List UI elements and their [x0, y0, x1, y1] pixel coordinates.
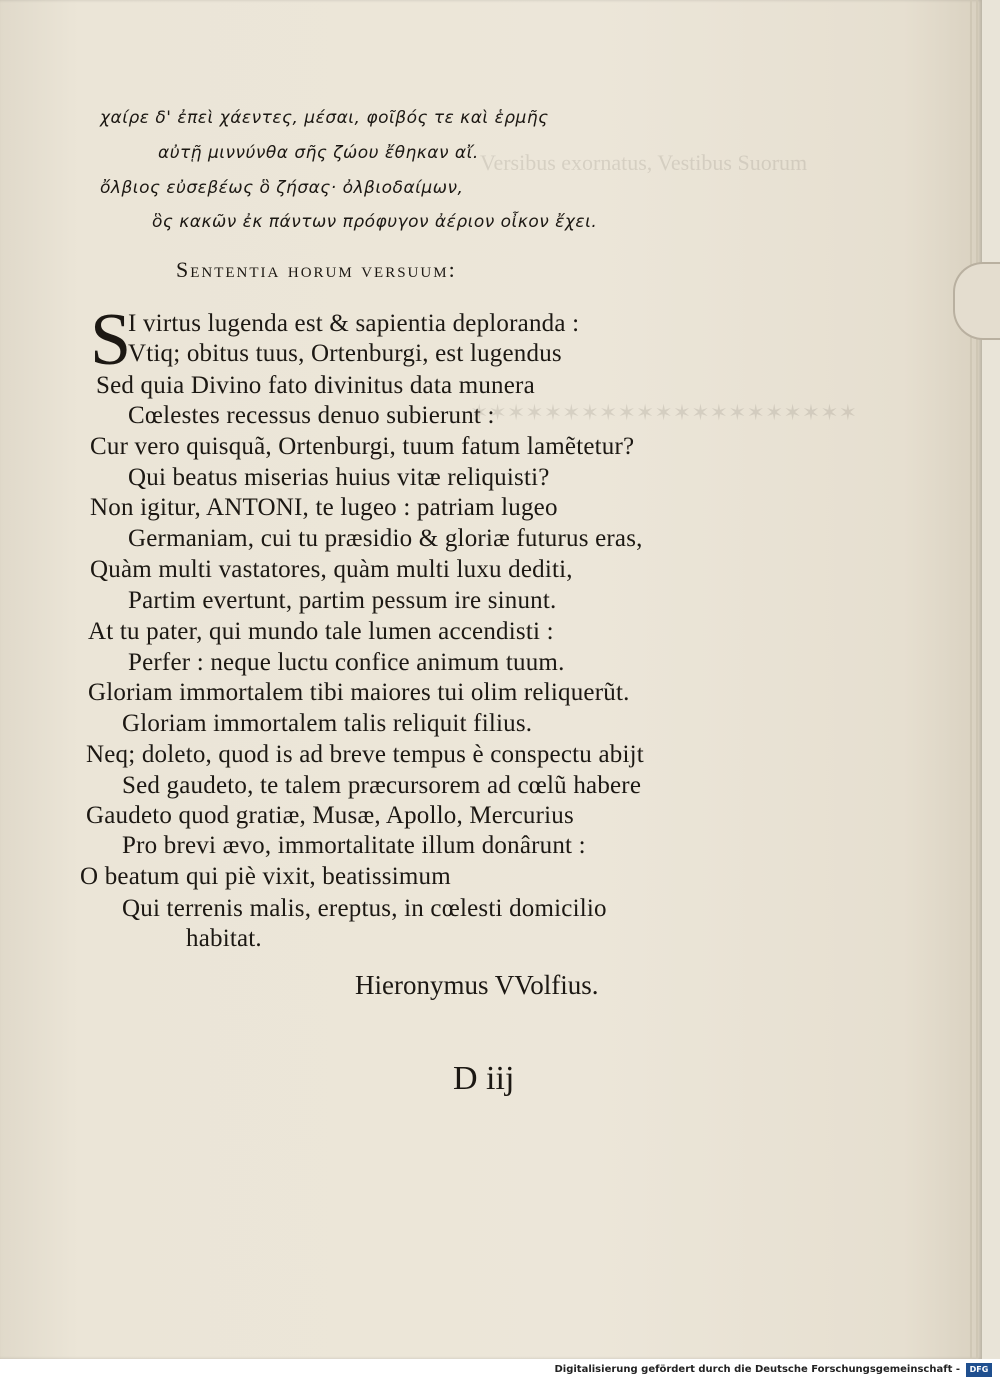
verse-line: Neq; doleto, quod is ad breve tempus è conspectu abijt — [86, 741, 644, 768]
verse-line: I virtus lugenda est & sapientia deploranda : — [128, 310, 580, 337]
verse-line: Sed gaudeto, te talem præcursorem ad cœlũ habere — [122, 772, 642, 799]
greek-line: χαίρε δ' ἐπεὶ χάεντες, μέσαι, φοῖβός τε καὶ ἑρμῆς — [100, 108, 549, 128]
verse-line: Germaniam, cui tu præsidio & gloriæ futurus eras, — [128, 525, 643, 552]
footer-bar — [0, 1359, 1000, 1384]
author-signature: Hieronymus VVolfius. — [355, 970, 599, 1000]
dfg-logo-icon: DFG — [966, 1363, 992, 1377]
verse-line: Quàm multi vastatores, quàm multi luxu dediti, — [90, 556, 573, 583]
show-through-text: Versibus exornatus, Vestibus Suorum — [480, 150, 808, 175]
footer-credit: Digitalisierung gefördert durch die Deutsche Forschungsgemeinschaft - — [554, 1364, 960, 1375]
verse-line: Gloriam immortalem talis reliquit filius. — [122, 710, 533, 737]
verse-line: Gaudeto quod gratiæ, Musæ, Apollo, Mercurius — [86, 802, 574, 829]
section-heading: Sententia horum versuum: — [176, 257, 457, 282]
verse-line: Partim evertunt, partim pessum ire sinunt. — [128, 587, 557, 614]
verse-line: Gloriam immortalem tibi maiores tui olim reliquerũt. — [88, 679, 630, 706]
verse-line: Cœlestes recessus denuo subierunt : — [128, 402, 495, 429]
verse-line: habitat. — [186, 925, 262, 952]
signature-mark: D iij — [453, 1060, 515, 1097]
verse-line: At tu pater, qui mundo tale lumen accendisti : — [88, 618, 554, 645]
verse-line: Qui beatus miserias huius vitæ reliquisti? — [128, 464, 550, 491]
verse-line: Non igitur, ANTONI, te lugeo : patriam lugeo — [90, 494, 558, 521]
greek-line: αὐτῇ μιννύνθα σῆς ζώου ἔθηκαν αἴ. — [158, 143, 479, 163]
verse-line: Qui terrenis malis, ereptus, in cœlesti domicilio — [122, 895, 607, 922]
verse-line: Sed quia Divino fato divinitus data munera — [96, 372, 535, 399]
verse-line: Pro brevi ævo, immortalitate illum donârunt : — [122, 832, 586, 859]
verse-line: O beatum qui piè vixit, beatissimum — [80, 863, 451, 890]
drop-capital: S — [90, 299, 132, 381]
greek-line: ὃς κακῶν ἐκ πάντων πρόφυγον ἀέριον οἶκον ἔχει. — [152, 212, 598, 232]
verse-line: Cur vero quisquã, Ortenburgi, tuum fatum lamẽtetur? — [90, 433, 635, 460]
verse-line: Vtiq; obitus tuus, Ortenburgi, est lugendus — [128, 340, 562, 367]
show-through-ornament: ✶✶✶✶✶✶✶✶✶✶✶✶✶✶✶✶✶✶✶✶✶ — [470, 400, 858, 425]
greek-line: ὄλβιος εὐσεβέως ὃ ζήσας· ὀλβιοδαίμων, — [100, 178, 464, 198]
verse-line: Perfer : neque luctu confice animum tuum. — [128, 649, 565, 676]
